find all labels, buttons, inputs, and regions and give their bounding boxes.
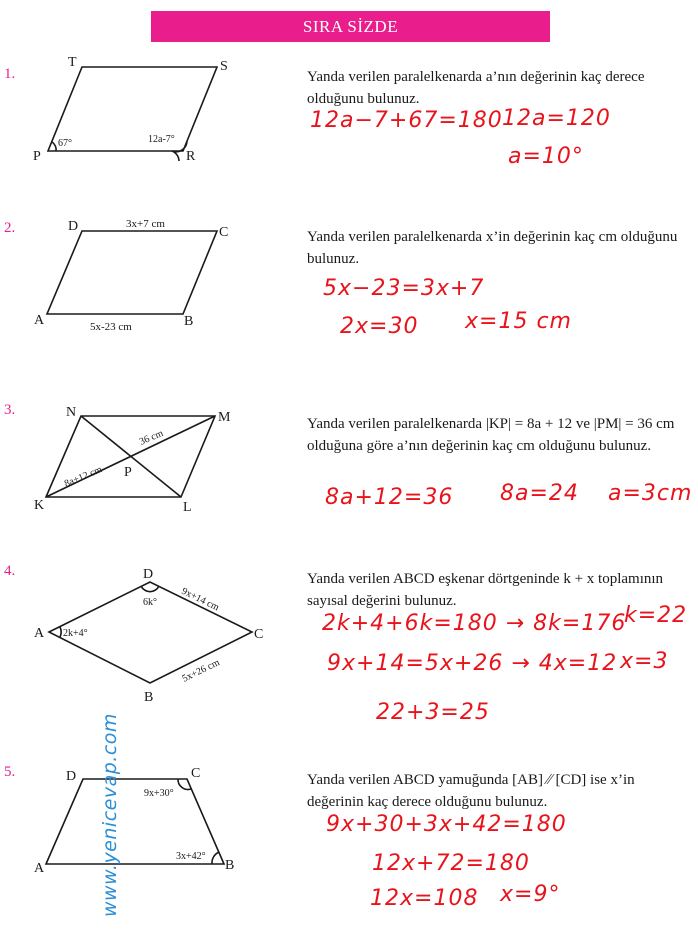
answer-3-line-2: 8a=24 — [500, 481, 579, 506]
answer-4-line-5: 22+3=25 — [376, 700, 490, 725]
question-1: Yanda verilen paralelkenarda a’nın değerinin kaç derece olduğunu bulunuz. — [307, 69, 645, 107]
watermark — [90, 695, 130, 920]
label-A-rhombus: A — [34, 626, 45, 641]
answer-4-line-3: 9x+14=5x+26 → 4x=12 — [327, 651, 618, 676]
label-K: K — [34, 498, 45, 513]
side-label-bc: 5x+26 cm — [180, 657, 222, 685]
answer-3-line-1: 8a+12=36 — [325, 485, 454, 510]
diagonal-nl — [81, 416, 181, 497]
section-title: SIRA SİZDE — [151, 11, 550, 42]
angle-arc-d — [141, 586, 159, 592]
answer-1-line-2: 12a=120 — [502, 106, 611, 131]
answer-2-line-1: 5x−23=3x+7 — [323, 276, 485, 301]
label-L: L — [183, 500, 192, 515]
label-C-rhombus: C — [254, 627, 264, 642]
label-N: N — [66, 405, 77, 420]
answer-4-line-1: 2k+4+6k=180 → 8k=176 — [322, 611, 627, 636]
label-C-trapezoid: C — [191, 766, 201, 781]
label-T: T — [68, 55, 77, 70]
label-S: S — [220, 59, 228, 74]
parallelogram-2 — [47, 231, 217, 314]
angle-label-d: 6k° — [143, 597, 157, 608]
answer-2-line-2: 2x=30 — [340, 314, 419, 339]
label-D: D — [68, 219, 79, 234]
label-A: A — [34, 313, 45, 328]
geometry-figures — [0, 0, 300, 932]
watermark-text: www.yenicevap.com — [99, 713, 121, 917]
answer-5-line-2: 12x+72=180 — [372, 851, 530, 876]
angle-arc-a — [60, 627, 61, 637]
problem-number-3: 3. — [4, 402, 16, 418]
question-3: Yanda verilen paralelkenarda |KP| = 8a + 12 ve |PM| = 36 cm olduğuna göre a’nın değerinin kaç cm olduğunu bulunuz. — [307, 416, 675, 454]
segment-label-pm: 36 cm — [137, 427, 165, 448]
label-A-trapezoid: A — [34, 861, 45, 876]
label-B-rhombus: B — [144, 690, 154, 705]
angle-label-p: 67° — [58, 138, 72, 149]
question-5: Yanda verilen ABCD yamuğunda [AB] ∕∕ [CD] ise x’in değerinin kaç derece olduğunu bulunuz. — [307, 772, 635, 810]
label-B-trapezoid: B — [225, 858, 235, 873]
problem-number-5: 5. — [4, 764, 16, 780]
answer-2-line-3: x=15 cm — [465, 309, 572, 334]
label-B: B — [184, 314, 194, 329]
problem-number-4: 4. — [4, 563, 16, 579]
answer-5-line-4: x=9° — [500, 882, 561, 907]
answer-1-line-1: 12a−7+67=180 — [310, 108, 503, 133]
answer-3-line-3: a=3cm — [608, 481, 693, 506]
question-2: Yanda verilen paralelkenarda x’in değerinin kaç cm olduğunu bulunuz. — [307, 229, 678, 267]
side-label-dc: 9x+14 cm — [179, 585, 221, 614]
angle-arc-b — [212, 852, 219, 864]
answer-4-line-4: x=3 — [620, 649, 669, 674]
label-D-trapezoid: D — [66, 769, 77, 784]
answer-4-line-2: k=22 — [624, 603, 688, 628]
label-D-rhombus: D — [143, 567, 154, 582]
angle-label-b: 3x+42° — [176, 851, 206, 862]
angle-arc-p — [52, 142, 56, 151]
segment-label-kp: 8a+12 cm — [62, 464, 104, 490]
angle-label-r: 12a-7° — [148, 134, 175, 145]
label-C: C — [219, 225, 229, 240]
answer-5-line-1: 9x+30+3x+42=180 — [326, 812, 567, 837]
problem-number-2: 2. — [4, 220, 16, 236]
label-M: M — [218, 410, 231, 425]
label-R: R — [186, 149, 196, 164]
side-label-bottom: 5x-23 cm — [90, 321, 132, 333]
side-label-top: 3x+7 cm — [126, 218, 165, 230]
answer-5-line-3: 12x=108 — [370, 886, 479, 911]
problem-number-1: 1. — [4, 66, 16, 82]
label-P: P — [33, 149, 41, 164]
parallelogram-1 — [48, 67, 217, 151]
question-4: Yanda verilen ABCD eşkenar dörtgeninde k + x toplamının sayısal değerini bulunuz. — [307, 571, 664, 609]
angle-label-a: 2k+4° — [63, 628, 88, 639]
angle-label-c: 9x+30° — [144, 788, 174, 799]
label-P-intersection: P — [124, 465, 132, 480]
answer-1-line-3: a=10° — [508, 144, 584, 169]
